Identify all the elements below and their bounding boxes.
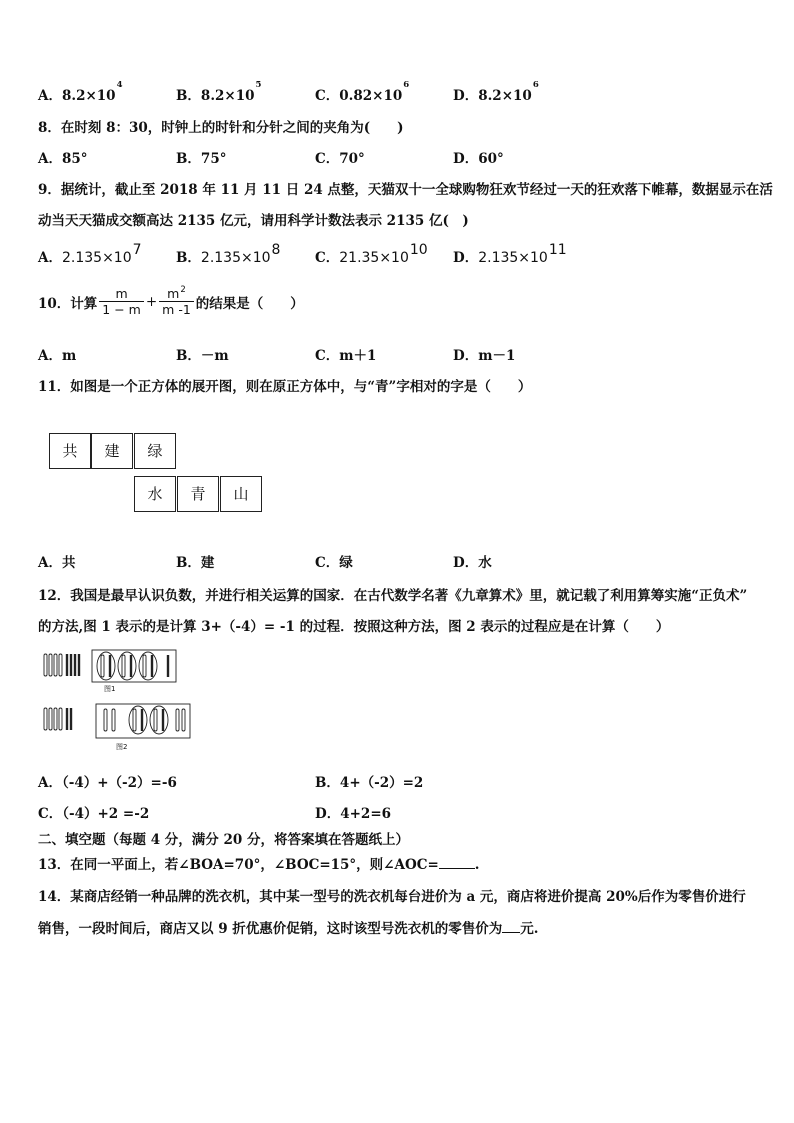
section-heading: 二、填空题（每题 4 分，满分 20 分，将答案填在答题纸上） [38,832,409,848]
q10-option-d: D．m－1 [453,348,516,364]
q10-fraction-2: $\frac{m^2}{m -1}$ [159,286,194,318]
net-cell-2: 建 [91,433,133,469]
net-cell-3: 绿 [134,433,176,469]
q9-option-a: A．$2.135\times 10^7$ [38,242,142,266]
q10-stem: 10．计算 $\frac{m}{1 - m}$ + $\frac{m^2}{m -1}$ 的结果是（ ） [38,285,304,317]
q14-line1: 14．某商店经销一种品牌的洗衣机，其中某一型号的洗衣机每台进价为 a 元，商店将进价提高 20%后作为零售价进行 [38,889,746,905]
net-cell-4: 水 [134,476,176,512]
fig2-caption: 图2 [116,743,128,751]
q10-suffix: 的结果是（ ） [195,296,304,312]
q8-stem: 8．在时刻 8：30，时钟上的时针和分针之间的夹角为( ) [38,120,404,136]
q10-option-c: C．m＋1 [315,348,377,364]
fig1-caption: 图1 [104,685,116,693]
q10-fraction-1: $\frac{m}{1 - m}$ [99,286,144,318]
q13-answer-blank [439,856,475,869]
q10-option-b: B．－m [176,348,229,364]
q8-option-d: D．60° [453,151,504,167]
q7-option-c: C．$0.82\times 10^6$ [315,80,410,104]
counting-rods-figure-2 [40,700,200,744]
net-cell-5: 青 [177,476,219,512]
q7-option-d: D．$8.2\times 10^6$ [453,80,539,104]
q12-stem-line1: 12．我国是最早认识负数，并进行相关运算的国家．在古代数学名著《九章算术》里，就记载了利用算筹实施“正负术” [38,588,748,604]
q9-option-d: D．$2.135\times 10^{11}$ [453,242,567,266]
q9-option-b: B．$2.135\times 10^8$ [176,242,281,266]
q7-option-a: A．$8.2\times 10^4$ [38,80,123,104]
q12-stem-line2: 的方法,图 1 表示的是计算 3+（-4）= -1 的过程．按照这种方法，图 2 表示的过程应是在计算（ ） [38,619,670,635]
q13-stem: 13．在同一平面上，若∠BOA=70°，∠BOC=15°，则∠AOC= . [38,857,480,873]
q12-option-a: A．（-4）+（-2）=-6 [38,775,177,791]
q7-option-b: B．$8.2\times 10^5$ [176,80,262,104]
q11-option-c: C．绿 [315,555,353,571]
q9-option-c: C．$21.35\times 10^{10}$ [315,242,428,266]
q14-answer-blank [502,920,520,933]
q9-stem-line2: 动当天天猫成交额高达 2135 亿元，请用科学计数法表示 2135 亿( ) [38,213,469,229]
q11-option-a: A．共 [38,555,76,571]
q11-stem: 11．如图是一个正方体的展开图，则在原正方体中，与“青”字相对的字是（ ） [38,379,532,395]
q12-option-c: C．（-4）+2 =-2 [38,806,150,822]
q11-option-d: D．水 [453,555,492,571]
net-cell-6: 山 [220,476,262,512]
fig1-left-rods [44,654,62,676]
q8-option-b: B．75° [176,151,227,167]
q11-option-b: B．建 [176,555,215,571]
q8-option-c: C．70° [315,151,365,167]
q9-stem-line1: 9．据统计，截止至 2018 年 11 月 11 日 24 点整，天猫双十一全球购物狂欢节经过一天的狂欢落下帷幕，数据显示在活 [38,182,773,198]
q8-option-a: A．85° [38,151,88,167]
net-cell-1: 共 [49,433,91,469]
q10-option-a: A．m [38,348,77,364]
q12-option-d: D．4+2=6 [315,806,392,822]
q10-prefix: 10．计算 [38,296,98,312]
q12-option-b: B．4+（-2）=2 [315,775,424,791]
q14-line2: 销售，一段时间后，商店又以 9 折优惠价促销，这时该型号洗衣机的零售价为 元. [38,921,539,937]
